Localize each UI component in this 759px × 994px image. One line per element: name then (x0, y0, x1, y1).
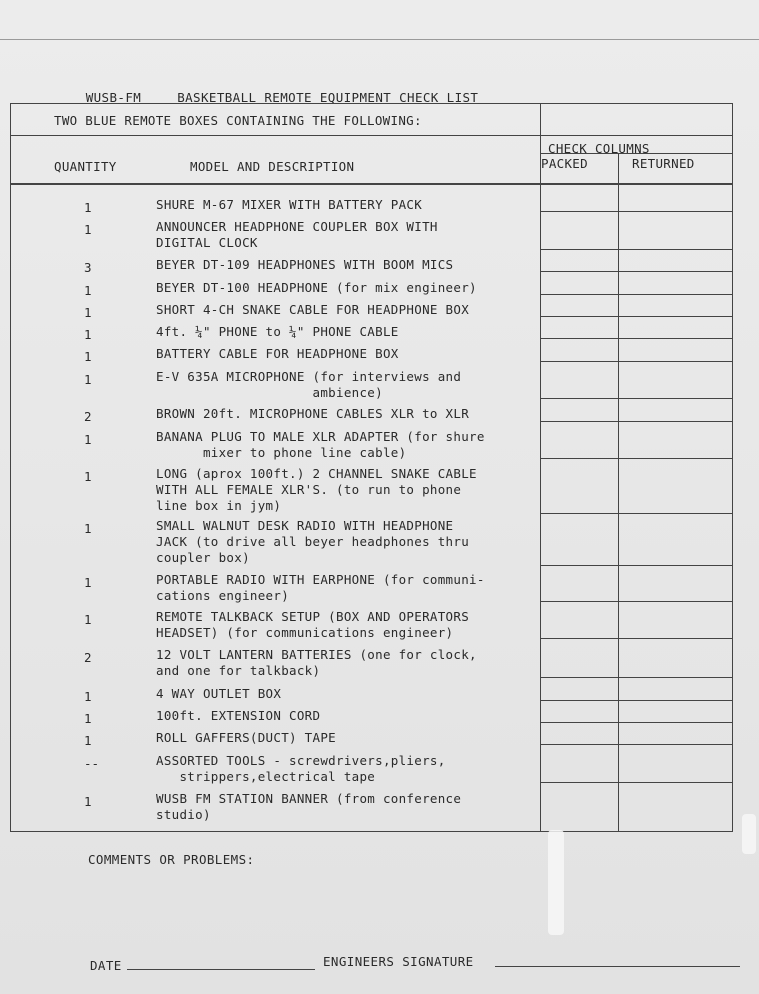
top-rule (0, 39, 759, 40)
row-description: SHURE M-67 MIXER WITH BATTERY PACK (156, 197, 423, 212)
row-description: SMALL WALNUT DESK RADIO WITH HEADPHONE JACK (to drive all beyer headphones thru coupler box) (156, 518, 470, 565)
header-rule (10, 183, 733, 185)
row-quantity: -- (84, 756, 100, 771)
check-row-rule (540, 211, 733, 212)
row-description: BANANA PLUG TO MALE XLR ADAPTER (for shure mixer to phone line cable) (156, 429, 485, 460)
row-description: ASSORTED TOOLS - screwdrivers,pliers, strippers,electrical tape (156, 753, 446, 784)
row-quantity: 1 (84, 689, 92, 704)
row-description: BEYER DT-100 HEADPHONE (for mix engineer) (156, 280, 477, 295)
check-row-rule (540, 601, 733, 602)
check-row-rule (540, 513, 733, 514)
row-description: WUSB FM STATION BANNER (from conference studio) (156, 791, 462, 822)
row-quantity: 1 (84, 575, 92, 590)
signature-line[interactable] (495, 966, 740, 967)
check-row-rule (540, 338, 733, 339)
row-description: BEYER DT-109 HEADPHONES WITH BOOM MICS (156, 257, 454, 272)
check-row-rule (540, 361, 733, 362)
row-quantity: 1 (84, 733, 92, 748)
row-description: BROWN 20ft. MICROPHONE CABLES XLR to XLR (156, 406, 470, 421)
row-description: 4ft. ¼" PHONE to ¼" PHONE CABLE (156, 324, 399, 339)
row-description: 4 WAY OUTLET BOX (156, 686, 282, 701)
row-quantity: 1 (84, 711, 92, 726)
row-quantity: 1 (84, 200, 92, 215)
row-quantity: 1 (84, 327, 92, 342)
row-quantity: 1 (84, 612, 92, 627)
check-row-rule (540, 565, 733, 566)
row-quantity: 1 (84, 469, 92, 484)
model-description-header: MODEL AND DESCRIPTION (190, 159, 355, 174)
check-row-rule (540, 316, 733, 317)
returned-header: RETURNED (632, 156, 695, 171)
row-quantity: 2 (84, 409, 92, 424)
page-title: BASKETBALL REMOTE EQUIPMENT CHECK LIST (177, 90, 479, 105)
check-row-rule (540, 249, 733, 250)
row-description: SHORT 4-CH SNAKE CABLE FOR HEADPHONE BOX (156, 302, 470, 317)
row-quantity: 1 (84, 372, 92, 387)
row-quantity: 1 (84, 521, 92, 536)
intro-rule (10, 135, 733, 136)
check-row-rule (540, 638, 733, 639)
row-description: ROLL GAFFERS(DUCT) TAPE (156, 730, 336, 745)
check-row-rule (540, 744, 733, 745)
check-row-rule (540, 421, 733, 422)
row-description: ANNOUNCER HEADPHONE COUPLER BOX WITH DIGITAL CLOCK (156, 219, 438, 250)
row-description: REMOTE TALKBACK SETUP (BOX AND OPERATORS HEADSET) (for communications engineer) (156, 609, 470, 640)
row-description: PORTABLE RADIO WITH EARPHONE (for communi- cations engineer) (156, 572, 485, 603)
quantity-header: QUANTITY (54, 159, 117, 174)
check-row-rule (540, 398, 733, 399)
packed-returned-divider (618, 153, 619, 832)
row-quantity: 1 (84, 432, 92, 447)
paper-smudge (548, 830, 564, 935)
check-row-rule (540, 722, 733, 723)
row-quantity: 1 (84, 283, 92, 298)
row-description: BATTERY CABLE FOR HEADPHONE BOX (156, 346, 399, 361)
row-description: E-V 635A MICROPHONE (for interviews and ambience) (156, 369, 462, 400)
row-description: LONG (aprox 100ft.) 2 CHANNEL SNAKE CABLE WITH ALL FEMALE XLR'S. (to run to phone line box in jym) (156, 466, 477, 513)
station-name: WUSB-FM (85, 90, 142, 105)
row-description: 100ft. EXTENSION CORD (156, 708, 321, 723)
check-row-rule (540, 677, 733, 678)
check-row-rule (540, 700, 733, 701)
signature-label: ENGINEERS SIGNATURE (323, 954, 474, 969)
check-row-rule (540, 294, 733, 295)
row-quantity: 1 (84, 222, 92, 237)
comments-label: COMMENTS OR PROBLEMS: (88, 852, 255, 867)
check-row-rule (540, 458, 733, 459)
row-description: 12 VOLT LANTERN BATTERIES (one for clock, and one for talkback) (156, 647, 477, 678)
check-columns-label: CHECK COLUMNS (548, 141, 650, 156)
date-label: DATE (90, 958, 122, 973)
check-row-rule (540, 782, 733, 783)
row-quantity: 2 (84, 650, 92, 665)
row-quantity: 3 (84, 260, 92, 275)
row-quantity: 1 (84, 794, 92, 809)
row-quantity: 1 (84, 349, 92, 364)
check-row-rule (540, 271, 733, 272)
intro-text: TWO BLUE REMOTE BOXES CONTAINING THE FOLLOWING: (54, 113, 422, 128)
packed-header: PACKED (541, 156, 588, 171)
date-line[interactable] (127, 969, 315, 970)
paper-smudge (742, 814, 756, 854)
row-quantity: 1 (84, 305, 92, 320)
